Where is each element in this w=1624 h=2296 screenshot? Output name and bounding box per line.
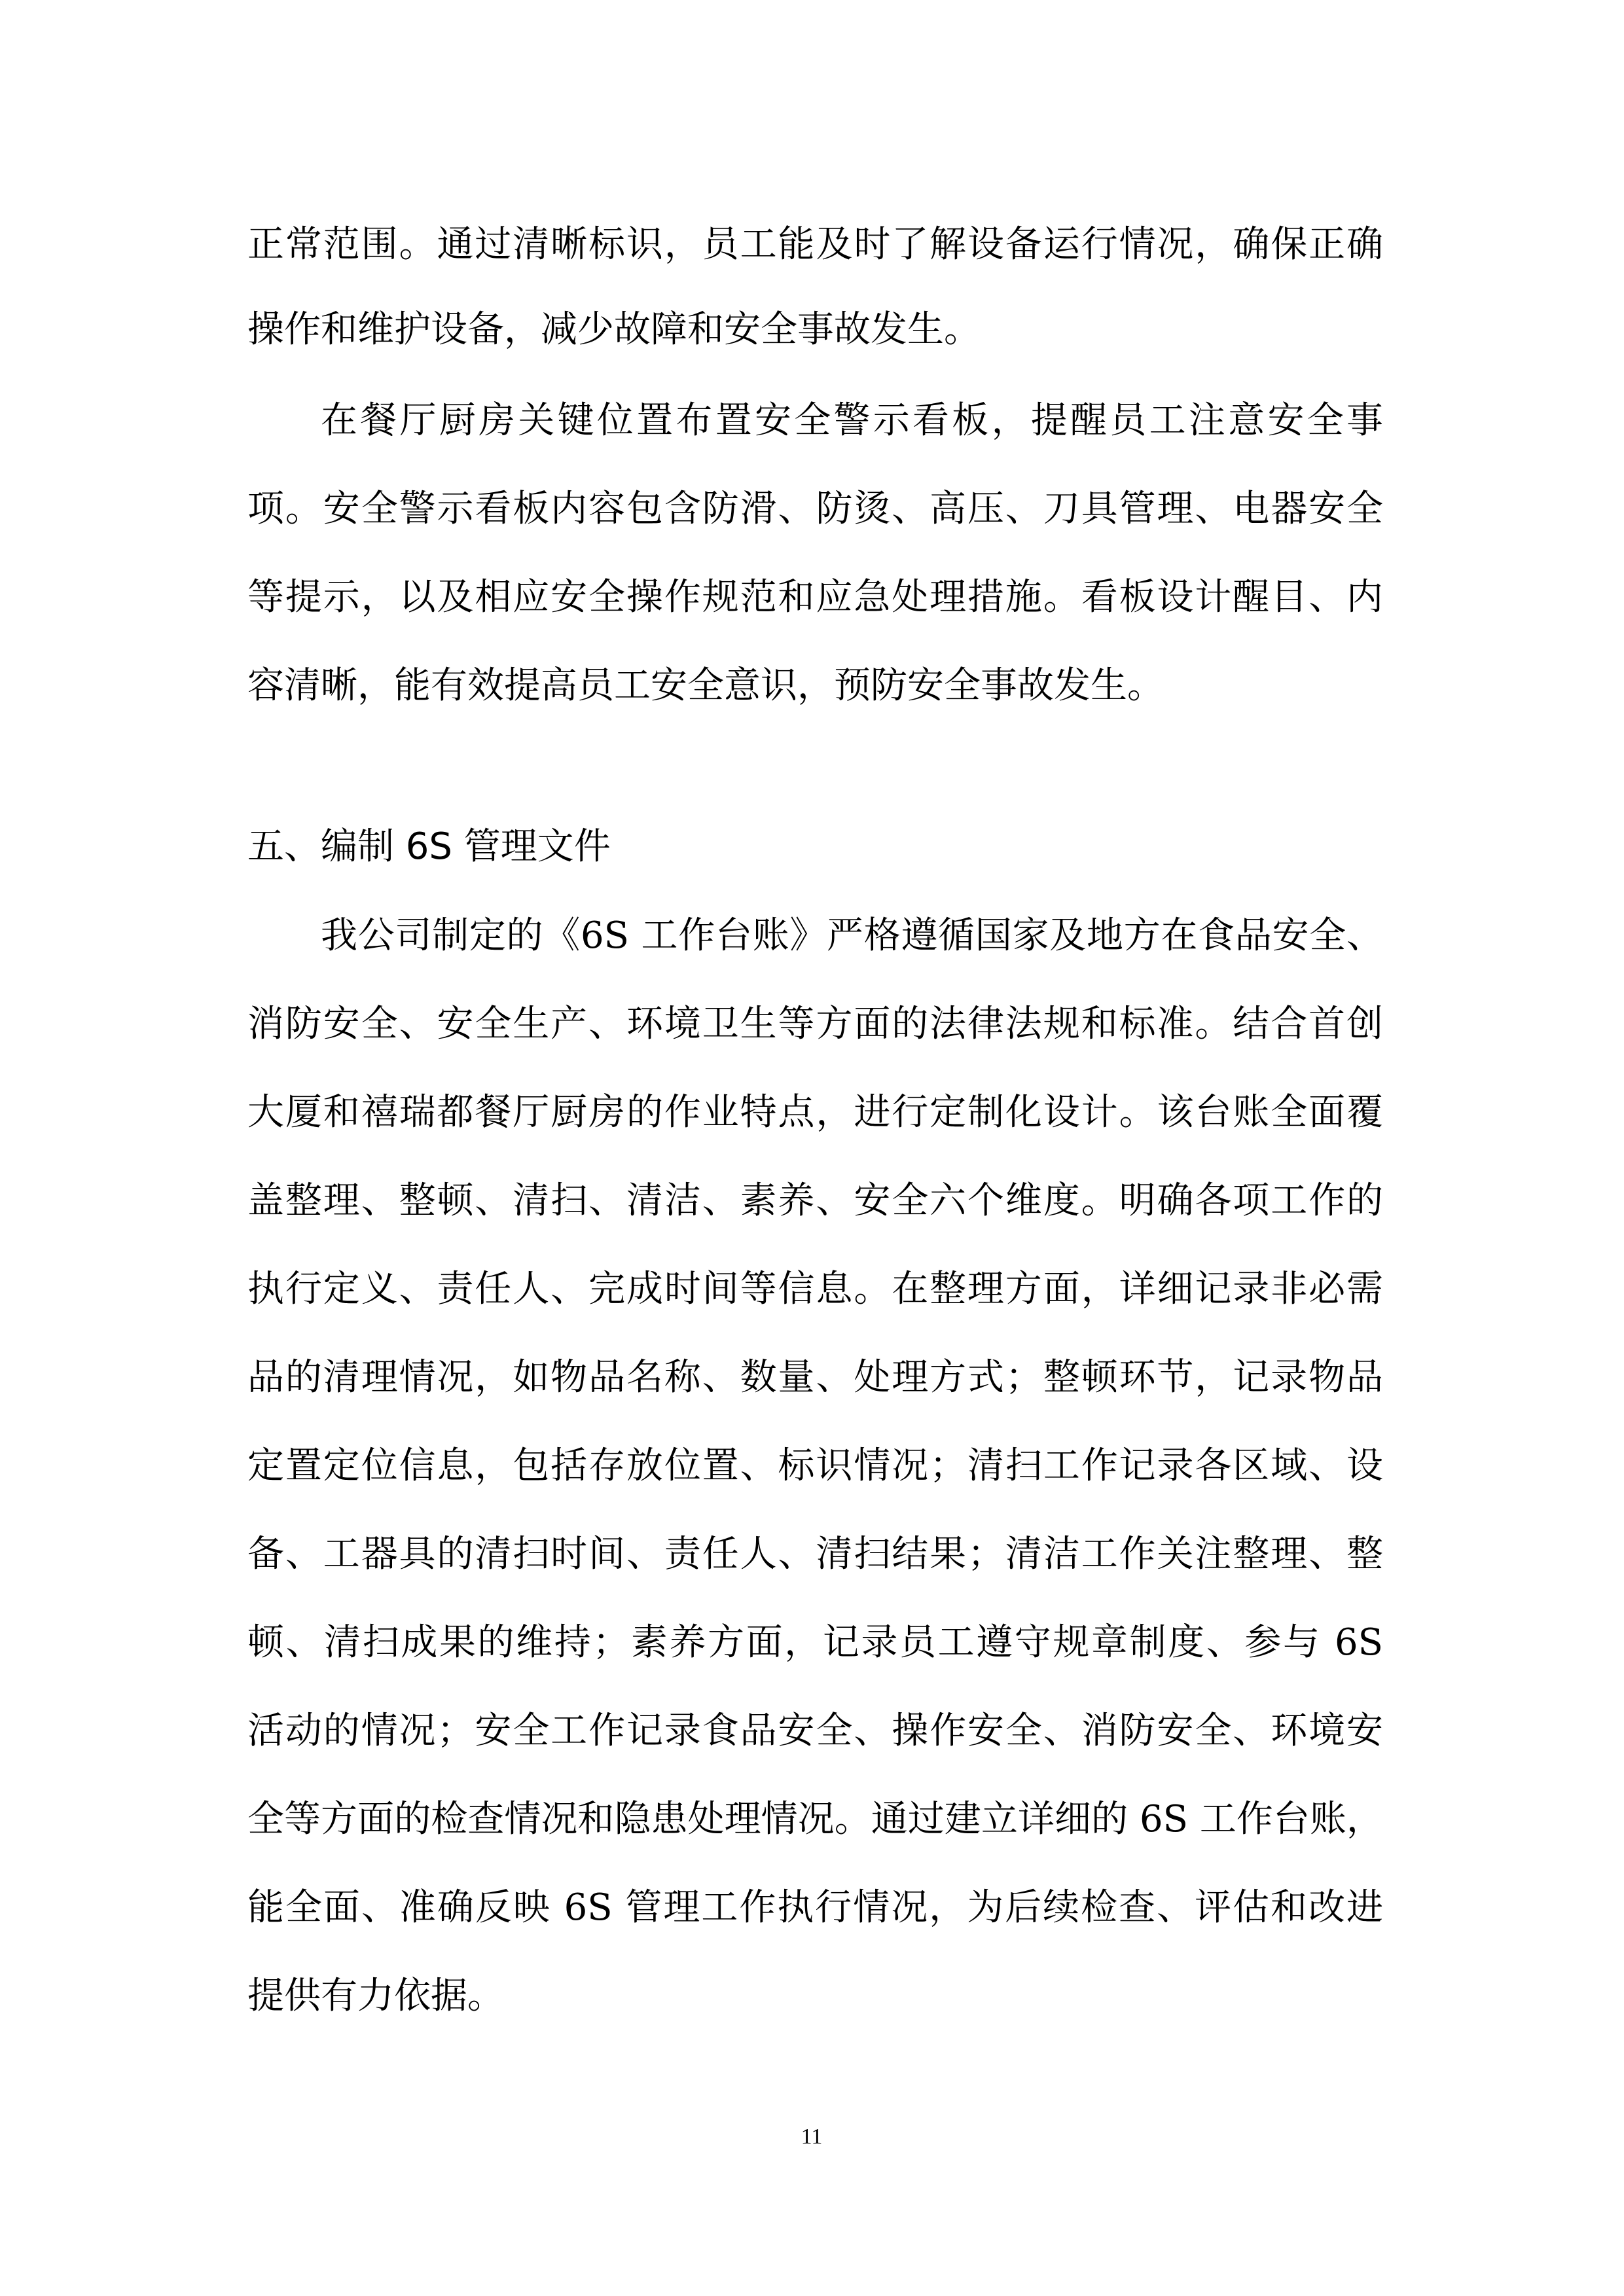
paragraph-3-line-13: 提供有力依据。 <box>247 1975 504 2017</box>
paragraph-3-line-10: 活动的情况；安全工作记录食品安全、操作安全、消防安全、环境安 <box>247 1710 1383 1752</box>
paragraph-3-line-7: 定置定位信息，包括存放位置、标识情况；清扫工作记录各区域、设 <box>247 1444 1383 1487</box>
section-heading: 五、编制 6S 管理文件 <box>247 825 611 868</box>
paragraph-1-line-1: 正常范围。通过清晰标识，员工能及时了解设备运行情况，确保正确 <box>247 223 1383 266</box>
paragraph-3-line-5: 执行定义、责任人、完成时间等信息。在整理方面，详细记录非必需 <box>247 1268 1383 1310</box>
paragraph-3-line-1: 我公司制定的《6S 工作台账》严格遵循国家及地方在食品安全、 <box>321 914 1383 957</box>
paragraph-3-line-3: 大厦和禧瑞都餐厅厨房的作业特点，进行定制化设计。该台账全面覆 <box>247 1091 1383 1134</box>
page-number: 11 <box>801 2125 823 2149</box>
paragraph-3-line-4: 盖整理、整顿、清扫、清洁、素养、安全六个维度。明确各项工作的 <box>247 1179 1383 1222</box>
paragraph-3-line-2: 消防安全、安全生产、环境卫生等方面的法律法规和标准。结合首创 <box>247 1003 1383 1045</box>
paragraph-3-line-11: 全等方面的检查情况和隐患处理情况。通过建立详细的 6S 工作台账， <box>247 1798 1383 1840</box>
paragraph-1-line-2: 操作和维护设备，减少故障和安全事故发生。 <box>247 308 981 351</box>
paragraph-2-line-4: 容清晰，能有效提高员工安全意识，预防安全事故发生。 <box>247 664 1164 707</box>
paragraph-3-line-6: 品的清理情况，如物品名称、数量、处理方式；整顿环节，记录物品 <box>247 1356 1383 1399</box>
paragraph-3-line-12: 能全面、准确反映 6S 管理工作执行情况，为后续检查、评估和改进 <box>247 1886 1383 1929</box>
paragraph-3-line-9: 顿、清扫成果的维持；素养方面，记录员工遵守规章制度、参与 6S <box>247 1621 1383 1664</box>
paragraph-2-line-2: 项。安全警示看板内容包含防滑、防烫、高压、刀具管理、电器安全 <box>247 488 1383 530</box>
paragraph-2-line-1: 在餐厅厨房关键位置布置安全警示看板，提醒员工注意安全事 <box>321 399 1383 442</box>
paragraph-3-line-8: 备、工器具的清扫时间、责任人、清扫结果；清洁工作关注整理、整 <box>247 1533 1383 1575</box>
paragraph-2-line-3: 等提示，以及相应安全操作规范和应急处理措施。看板设计醒目、内 <box>247 576 1383 619</box>
